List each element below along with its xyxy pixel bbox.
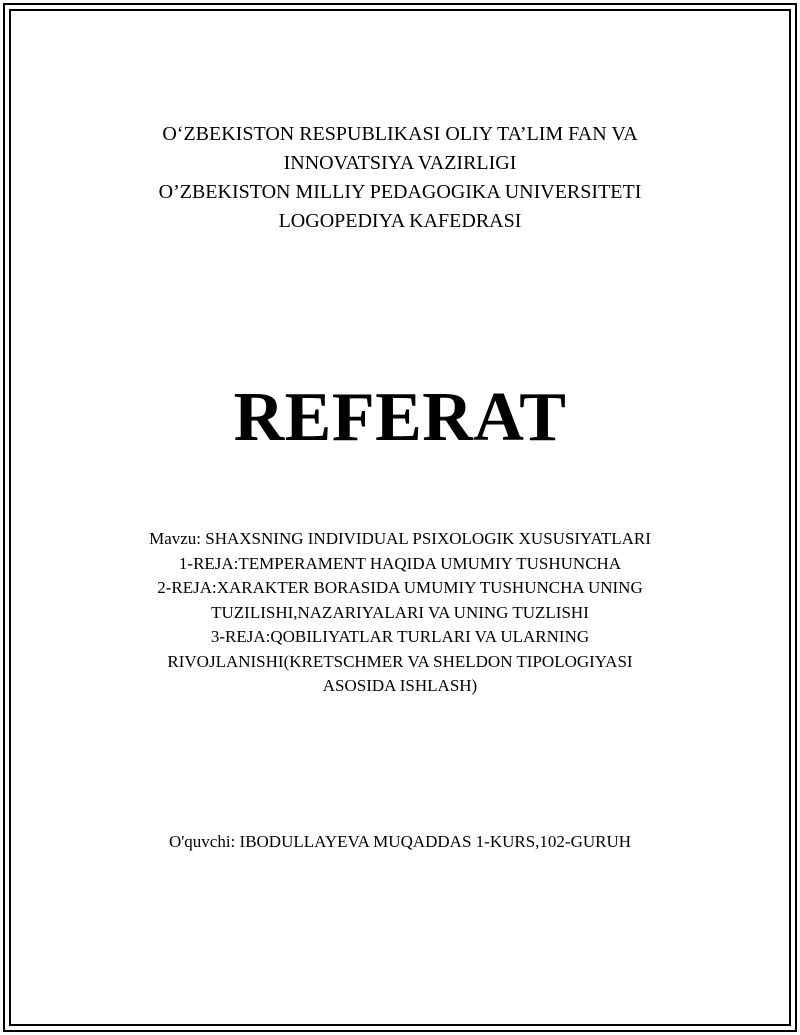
topic-block bbox=[0, 527, 800, 699]
topic-line-plan-3b: RIVOJLANISHI(KRETSCHMER VA SHELDON TIPOLOGIYASI bbox=[167, 651, 633, 671]
header-line-ministry-2: INNOVATSIYA VAZIRLIGI bbox=[283, 152, 517, 174]
header-line-department: LOGOPEDIYA KAFEDRASI bbox=[278, 210, 522, 232]
topic-line-plan-3c: ASOSIDA ISHLASH) bbox=[322, 676, 478, 695]
student-info: O'quvchi: IBODULLAYEVA MUQADDAS 1-KURS,102-GURUH bbox=[168, 832, 632, 851]
topic-line-plan-1: 1-REJA:TEMPERAMENT HAQIDA UMUMIY TUSHUNCHA bbox=[178, 553, 622, 573]
topic-line-plan-2a: 2-REJA:XARAKTER BORASIDA UMUMIY TUSHUNCHA UNING bbox=[157, 578, 643, 597]
topic-line-plan-3a: 3-REJA:QOBILIYATLAR TURLARI VA ULARNING bbox=[210, 627, 590, 646]
document-title: REFERAT bbox=[233, 379, 567, 456]
topic-line-subject: Mavzu: SHAXSNING INDIVIDUAL PSIXOLOGIK XUSUSIYATLARI bbox=[149, 529, 651, 548]
topic-line-plan-2b: TUZILISHI,NAZARIYALARI VA UNING TUZLISHI bbox=[211, 602, 589, 622]
header-line-university: O’ZBEKISTON MILLIY PEDAGOGIKA UNIVERSITETI bbox=[158, 181, 642, 203]
header-line-ministry-1: O‘ZBEKISTON RESPUBLIKASI OLIY TA’LIM FAN VA bbox=[162, 123, 638, 145]
institution-header bbox=[0, 120, 800, 236]
